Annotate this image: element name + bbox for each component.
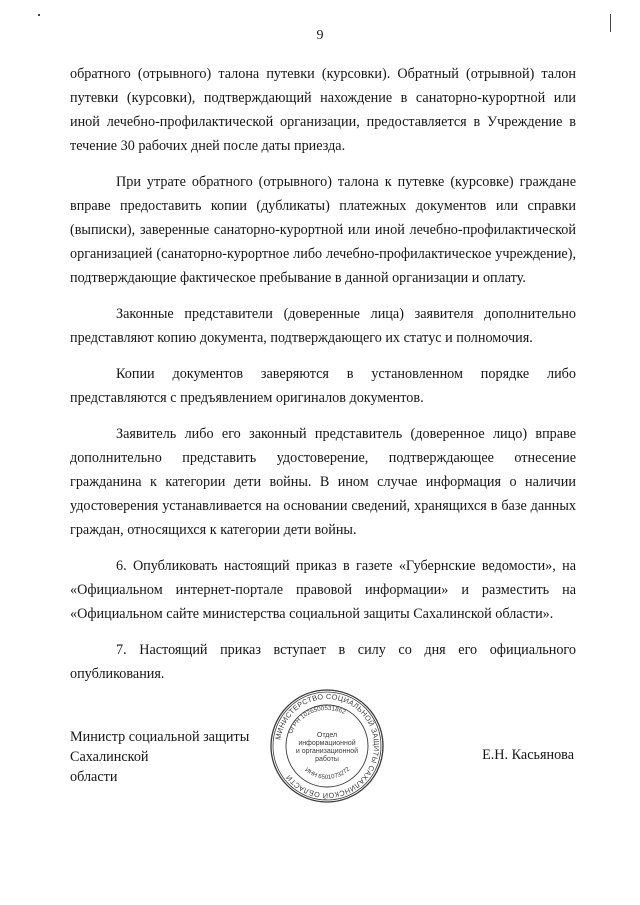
paragraph-7-entry-into-force: 7. Настоящий приказ вступает в силу со дня его официального опубликования. <box>70 642 576 682</box>
document-body <box>70 62 576 686</box>
paragraph-6-publication: 6. Опубликовать настоящий приказ в газете «Губернские ведомости», на «Официальном интернет-портале правовой информации» и разместить на «Официальном сайте министерства социальной защиты Сахалинской области». <box>70 558 576 622</box>
svg-text:ИНН 6501073272 <box>303 766 351 781</box>
seal-center-line-4: работы <box>315 756 339 763</box>
signatory-title-line-1: Министр социальной защиты Сахалинской <box>70 729 250 765</box>
signatory-name: Е.Н. Касьянова <box>482 747 574 763</box>
signatory-title <box>70 727 310 787</box>
signatory-title-line-2: области <box>70 769 118 785</box>
paragraph-2: При утрате обратного (отрывного) талона к путевке (курсовке) граждане вправе предоставить копии (дубликаты) платежных документов или справки (выписки), заверенные санаторно-курортной или иной лечебно-профилактической организацией (санаторно-курортное либо лечебно-профилактическое учреждение), подтверждающие фактическое пребывание в данной организации и оплату. <box>70 174 576 286</box>
paragraph-3: Законные представители (доверенные лица) заявителя дополнительно представляют копию документа, подтверждающего их статус и полномочия. <box>70 306 576 346</box>
page-number: 9 <box>316 28 324 43</box>
scan-edge-mark <box>610 14 611 32</box>
paragraph-1: обратного (отрывного) талона путевки (курсовки). Обратный (отрывной) талон путевки (курсовки), подтверждающий нахождение в санаторно-курортной или иной лечебно-профилактической организации, предоставляется в Учреждение в течение 30 рабочих дней после даты приезда. <box>70 66 576 154</box>
seal-ogrn-text: ОГРН 1026500531862 <box>287 704 347 735</box>
seal-center-line-2: информационной <box>298 740 356 747</box>
seal-center-line-1: Отдел <box>316 732 338 739</box>
scan-dot-mark <box>38 14 40 16</box>
seal-inn-text: ИНН 6501073272 <box>303 765 352 781</box>
paragraph-4: Копии документов заверяются в установленном порядке либо представляются с предъявлением оригиналов документов. <box>70 366 576 406</box>
paragraph-5: Заявитель либо его законный представитель (доверенное лицо) вправе дополнительно представить удостоверение, подтверждающее отнесение гражданина к категории дети войны. В ином случае информация о наличии удостоверения устанавливается на основании сведений, хранящихся в базе данных граждан, относящихся к категории дети войны. <box>70 426 576 538</box>
seal-center-line-3: и организационной <box>295 748 359 755</box>
seal-ring-text: МИНИСТЕРСТВО СОЦИАЛЬНОЙ ЗАЩИТЫ САХАЛИНСКОЙ ОБЛАСТИ <box>273 691 382 801</box>
